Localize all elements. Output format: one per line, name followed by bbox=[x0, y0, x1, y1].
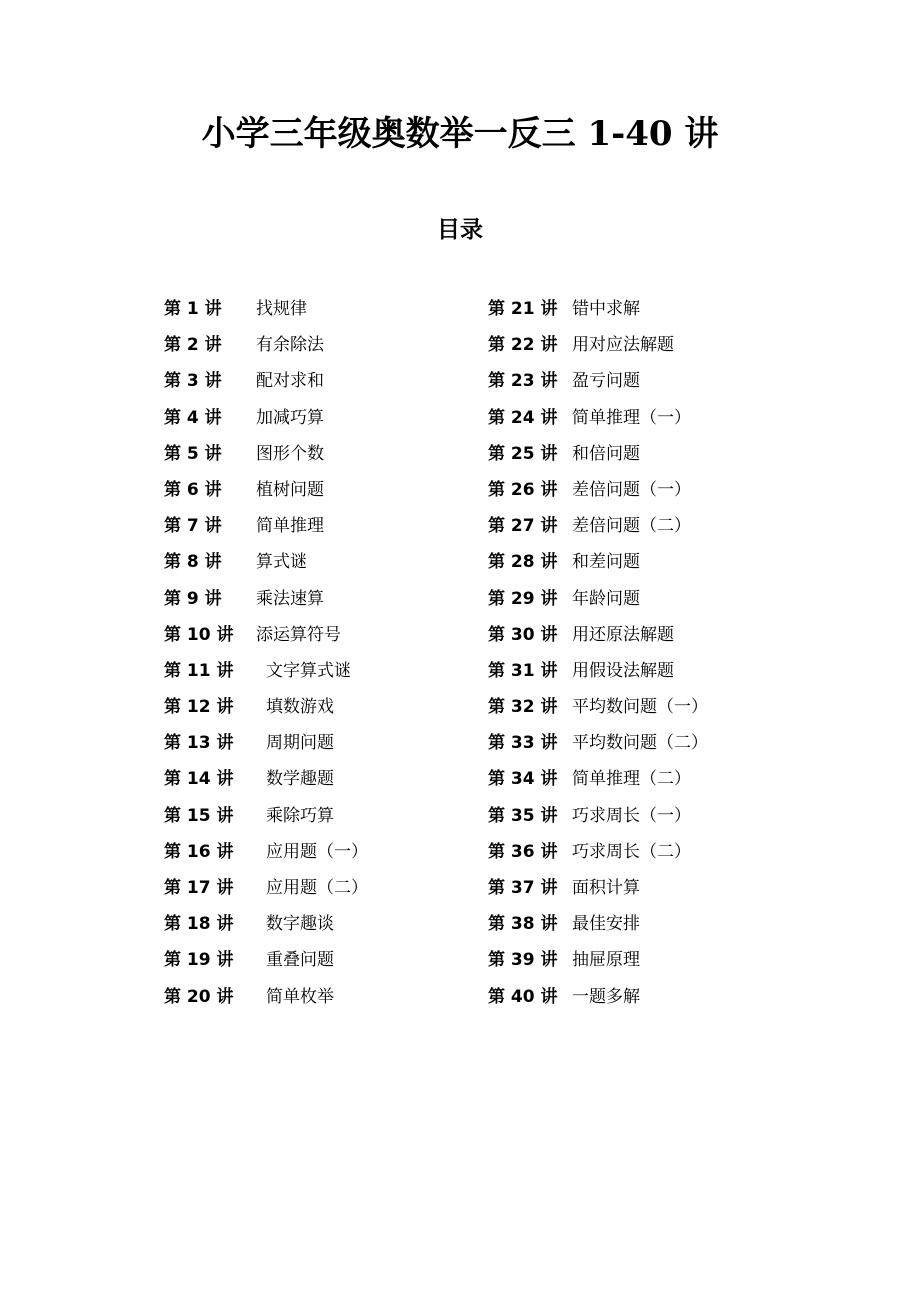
lecture-number: 第 20 讲 bbox=[164, 986, 234, 1007]
toc-entry bbox=[488, 617, 788, 653]
toc-entry bbox=[164, 870, 464, 906]
lecture-number: 第 12 讲 bbox=[164, 697, 234, 718]
toc-entry bbox=[488, 725, 788, 761]
lecture-title: 错中求解 bbox=[572, 299, 640, 319]
toc-entry bbox=[164, 472, 464, 508]
lecture-number: 第 11 讲 bbox=[164, 660, 234, 681]
toc-entry bbox=[488, 906, 788, 942]
lecture-number: 第 30 讲 bbox=[488, 624, 558, 645]
lecture-title: 找规律 bbox=[256, 299, 307, 319]
lecture-title: 抽屉原理 bbox=[572, 950, 640, 971]
toc-entry bbox=[488, 544, 788, 580]
lecture-number: 第 36 讲 bbox=[488, 841, 558, 862]
lecture-number: 第 35 讲 bbox=[488, 805, 558, 826]
toc-entry bbox=[488, 400, 788, 436]
toc-entry bbox=[488, 508, 788, 544]
toc-entry bbox=[488, 761, 788, 797]
lecture-title: 平均数问题（二） bbox=[572, 733, 708, 754]
lecture-number: 第 4 讲 bbox=[164, 407, 222, 428]
toc-entry bbox=[164, 363, 464, 399]
toc-entry bbox=[164, 798, 464, 834]
lecture-title: 差倍问题（一） bbox=[572, 479, 691, 500]
toc-left-column bbox=[164, 291, 464, 1015]
lecture-title: 重叠问题 bbox=[266, 950, 334, 971]
lecture-title: 填数游戏 bbox=[266, 697, 334, 718]
toc-entry bbox=[164, 508, 464, 544]
toc-entry bbox=[488, 581, 788, 617]
lecture-title: 简单推理 bbox=[256, 516, 324, 537]
lecture-title: 数学趣题 bbox=[266, 769, 334, 790]
lecture-number: 第 14 讲 bbox=[164, 769, 234, 790]
lecture-title: 面积计算 bbox=[572, 878, 640, 898]
lecture-number: 第 28 讲 bbox=[488, 552, 558, 573]
lecture-title: 加减巧算 bbox=[256, 407, 324, 428]
toc-entry bbox=[488, 689, 788, 725]
lecture-number: 第 9 讲 bbox=[164, 588, 222, 609]
toc-entry bbox=[164, 906, 464, 942]
lecture-title: 和倍问题 bbox=[572, 443, 640, 464]
lecture-number: 第 17 讲 bbox=[164, 878, 234, 898]
lecture-title: 周期问题 bbox=[266, 733, 334, 754]
lecture-title: 巧求周长（一） bbox=[572, 805, 691, 826]
lecture-title: 乘除巧算 bbox=[266, 805, 334, 826]
toc-entry bbox=[488, 870, 788, 906]
toc-entry bbox=[164, 834, 464, 870]
lecture-title: 算式谜 bbox=[256, 552, 307, 573]
lecture-title: 图形个数 bbox=[256, 443, 324, 464]
lecture-number: 第 8 讲 bbox=[164, 552, 222, 573]
lecture-title: 平均数问题（一） bbox=[572, 697, 708, 718]
toc-entry bbox=[488, 653, 788, 689]
lecture-title: 简单推理（一） bbox=[572, 407, 691, 428]
lecture-title: 应用题（一） bbox=[266, 841, 368, 862]
lecture-title: 一题多解 bbox=[572, 986, 640, 1007]
toc-entry bbox=[488, 472, 788, 508]
lecture-number: 第 21 讲 bbox=[488, 299, 558, 319]
page-title: 小学三年级奥数举一反三 1-40 讲 bbox=[201, 114, 719, 154]
lecture-number: 第 19 讲 bbox=[164, 950, 234, 971]
lecture-number: 第 18 讲 bbox=[164, 914, 234, 935]
lecture-number: 第 2 讲 bbox=[164, 335, 222, 356]
lecture-title: 用假设法解题 bbox=[572, 660, 674, 681]
toc-entry bbox=[164, 400, 464, 436]
lecture-title: 添运算符号 bbox=[256, 624, 341, 645]
lecture-title: 文字算式谜 bbox=[266, 660, 351, 681]
lecture-number: 第 33 讲 bbox=[488, 733, 558, 754]
lecture-number: 第 23 讲 bbox=[488, 371, 558, 392]
lecture-title: 用对应法解题 bbox=[572, 335, 674, 356]
lecture-number: 第 3 讲 bbox=[164, 371, 222, 392]
lecture-title: 数字趣谈 bbox=[266, 914, 334, 935]
lecture-title: 应用题（二） bbox=[266, 878, 368, 898]
toc-entry bbox=[164, 544, 464, 580]
lecture-title: 用还原法解题 bbox=[572, 624, 674, 645]
toc-right-column bbox=[488, 291, 788, 1015]
lecture-number: 第 1 讲 bbox=[164, 299, 222, 319]
lecture-title: 有余除法 bbox=[256, 335, 324, 356]
toc-entry bbox=[164, 436, 464, 472]
lecture-title: 最佳安排 bbox=[572, 914, 640, 935]
lecture-number: 第 31 讲 bbox=[488, 660, 558, 681]
toc-entry bbox=[164, 327, 464, 363]
lecture-number: 第 40 讲 bbox=[488, 986, 558, 1007]
lecture-title: 巧求周长（二） bbox=[572, 841, 691, 862]
toc-entry bbox=[488, 979, 788, 1015]
lecture-title: 和差问题 bbox=[572, 552, 640, 573]
toc-entry bbox=[164, 291, 464, 327]
lecture-number: 第 26 讲 bbox=[488, 479, 558, 500]
toc-entry bbox=[164, 689, 464, 725]
toc-entry bbox=[164, 942, 464, 978]
lecture-number: 第 10 讲 bbox=[164, 624, 234, 645]
toc-entry bbox=[488, 327, 788, 363]
lecture-number: 第 7 讲 bbox=[164, 516, 222, 537]
lecture-title: 盈亏问题 bbox=[572, 371, 640, 392]
toc-entry bbox=[164, 617, 464, 653]
lecture-title: 年龄问题 bbox=[572, 588, 640, 609]
lecture-number: 第 16 讲 bbox=[164, 841, 234, 862]
lecture-number: 第 29 讲 bbox=[488, 588, 558, 609]
toc-entry bbox=[164, 979, 464, 1015]
lecture-title: 植树问题 bbox=[256, 479, 324, 500]
lecture-number: 第 13 讲 bbox=[164, 733, 234, 754]
lecture-number: 第 6 讲 bbox=[164, 479, 222, 500]
toc-entry bbox=[488, 798, 788, 834]
lecture-title: 差倍问题（二） bbox=[572, 516, 691, 537]
lecture-number: 第 37 讲 bbox=[488, 878, 558, 898]
lecture-title: 简单推理（二） bbox=[572, 769, 691, 790]
toc-entry bbox=[488, 834, 788, 870]
toc-entry bbox=[164, 725, 464, 761]
lecture-number: 第 34 讲 bbox=[488, 769, 558, 790]
lecture-number: 第 5 讲 bbox=[164, 443, 222, 464]
lecture-number: 第 25 讲 bbox=[488, 443, 558, 464]
toc-entry bbox=[164, 581, 464, 617]
toc-entry bbox=[488, 436, 788, 472]
toc-entry bbox=[164, 653, 464, 689]
lecture-number: 第 24 讲 bbox=[488, 407, 558, 428]
lecture-number: 第 32 讲 bbox=[488, 697, 558, 718]
toc-entry bbox=[164, 761, 464, 797]
toc-entry bbox=[488, 363, 788, 399]
lecture-number: 第 15 讲 bbox=[164, 805, 234, 826]
lecture-title: 简单枚举 bbox=[266, 986, 334, 1007]
toc-entry bbox=[488, 291, 788, 327]
lecture-number: 第 39 讲 bbox=[488, 950, 558, 971]
toc-entry bbox=[488, 942, 788, 978]
toc-heading: 目录 bbox=[437, 216, 483, 243]
lecture-number: 第 22 讲 bbox=[488, 335, 558, 356]
lecture-title: 乘法速算 bbox=[256, 588, 324, 609]
lecture-number: 第 27 讲 bbox=[488, 516, 558, 537]
lecture-title: 配对求和 bbox=[256, 371, 324, 392]
lecture-number: 第 38 讲 bbox=[488, 914, 558, 935]
